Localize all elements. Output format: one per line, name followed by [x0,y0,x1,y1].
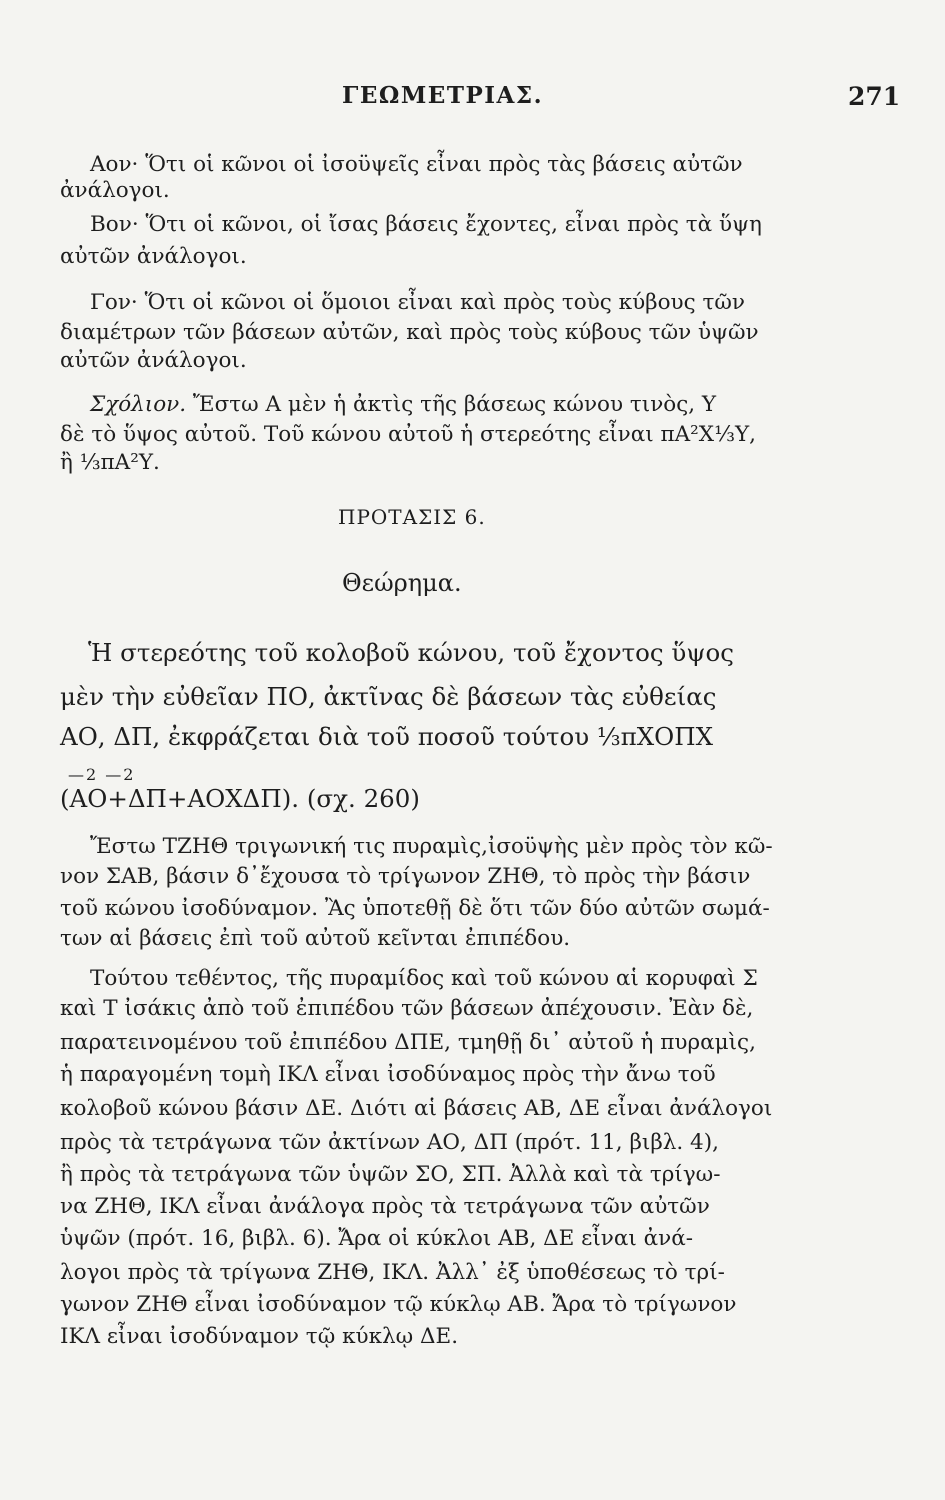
text-line: των αἱ βάσεις ἐπὶ τοῦ αὐτοῦ κεῖνται ἐπιπέδου. [60,926,571,951]
text-line: παρατεινομένου τοῦ ἐπιπέδου ΔΠΕ, τμηθῇ δι᾽ αὐτοῦ ἡ πυραμὶς, [60,1030,756,1055]
text-line: να ΖΗΘ, ΙΚΛ εἶναι ἀνάλογα πρὸς τὰ τετράγωνα τῶν αὐτῶν [60,1194,710,1219]
scholium-line [90,392,716,418]
page-number: 271 [848,82,901,111]
text-line: γωνον ΖΗΘ εἶναι ἰσοδύναμον τῷ κύκλῳ ΑΒ. Ἄρα τὸ τρίγωνον [60,1292,737,1317]
text-line: ἀνάλογοι. [60,178,170,203]
proposition-heading: ΠΡΟΤΑΣΙΣ 6. [338,505,486,529]
theorem-label: Θεώρημα. [342,569,462,597]
text-line: νον ΣΑΒ, βάσιν δ᾽ἔχουσα τὸ τρίγωνον ΖΗΘ, τὸ πρὸς τὴν βάσιν [60,864,751,889]
text-line: διαμέτρων τῶν βάσεων αὐτῶν, καὶ πρὸς τοὺς κύβους τῶν ὑψῶν [60,320,759,345]
text-line: δὲ τὸ ὕψος αὐτοῦ. Τοῦ κώνου αὐτοῦ ἡ στερεότης εἶναι πΑ²Χ⅓Υ, [60,422,756,447]
text-line: ΙΚΛ εἶναι ἰσοδύναμον τῷ κύκλῳ ΔΕ. [60,1324,459,1349]
text-line: Ἔστω ΤΖΗΘ τριγωνική τις πυραμὶς,ἰσοϋψὴς μὲν πρὸς τὸν κῶ- [90,834,773,859]
text-line: καὶ Τ ἰσάκις ἀπὸ τοῦ ἐπιπέδου τῶν βάσεων ἀπέχουσιν. Ἐὰν δὲ, [60,996,754,1021]
text-line: πρὸς τὰ τετράγωνα τῶν ἀκτίνων ΑΟ, ΔΠ (πρότ. 11, βιβλ. 4), [60,1130,719,1155]
theorem-line: ΑΟ, ΔΠ, ἐκφράζεται διὰ τοῦ ποσοῦ τούτου ⅓πΧΟΠΧ [60,722,714,751]
theorem-line: μὲν τὴν εὐθεῖαν ΠΟ, ἀκτῖνας δὲ βάσεων τὰς εὐθείας [60,682,717,711]
text-line: Γον· Ὅτι οἱ κῶνοι οἱ ὅμοιοι εἶναι καὶ πρὸς τοὺς κύβους τῶν [90,290,745,315]
scholium-text: Ἔστω Α μὲν ἡ ἀκτὶς τῆς βάσεως κώνου τινὸς, Υ [186,392,717,417]
scholium-label: Σχόλιον. [90,392,187,417]
theorem-line: Ἡ στερεότης τοῦ κολοβοῦ κώνου, τοῦ ἔχοντος ὕψος [88,638,734,667]
text-line: ἢ ⅓πΑ²Υ. [60,450,160,475]
text-line: λογοι πρὸς τὰ τρίγωνα ΖΗΘ, ΙΚΛ. Ἀλλ᾽ ἐξ ὑποθέσεως τὸ τρί- [60,1260,725,1285]
text-line: Βον· Ὅτι οἱ κῶνοι, οἱ ἴσας βάσεις ἔχοντες, εἶναι πρὸς τὰ ὕψη [90,212,762,237]
theorem-formula: (ΑΟ+ΔΠ+ΑΟΧΔΠ). (σχ. 260) [60,784,420,813]
text-line: ἡ παραγομένη τομὴ ΙΚΛ εἶναι ἰσοδύναμος πρὸς τὴν ἄνω τοῦ [60,1062,716,1087]
text-line: Αον· Ὅτι οἱ κῶνοι οἱ ἰσοϋψεῖς εἶναι πρὸς τὰς βάσεις αὐτῶν [90,152,743,177]
text-line: ὑψῶν (πρότ. 16, βιβλ. 6). Ἄρα οἱ κύκλοι ΑΒ, ΔΕ εἶναι ἀνά- [60,1226,693,1251]
page-header [0,82,945,116]
text-line: ἢ πρὸς τὰ τετράγωνα τῶν ὑψῶν ΣΟ, ΣΠ. Ἀλλὰ καὶ τὰ τρίγω- [60,1162,721,1187]
overline-marks: —2 —2 [68,765,136,784]
running-title: ΓΕΩΜΕΤΡΙΑΣ. [342,82,544,109]
text-line: Τούτου τεθέντος, τῆς πυραμίδος καὶ τοῦ κώνου αἱ κορυφαὶ Σ [90,966,758,991]
text-line: αὐτῶν ἀνάλογοι. [60,348,247,373]
text-line: αὐτῶν ἀνάλογοι. [60,244,247,269]
text-line: τοῦ κώνου ἰσοδύναμον. Ἂς ὑποτεθῇ δὲ ὅτι τῶν δύο αὐτῶν σωμά- [60,896,770,921]
text-line: κολοβοῦ κώνου βάσιν ΔΕ. Διότι αἱ βάσεις ΑΒ, ΔΕ εἶναι ἀνάλογοι [60,1096,773,1121]
